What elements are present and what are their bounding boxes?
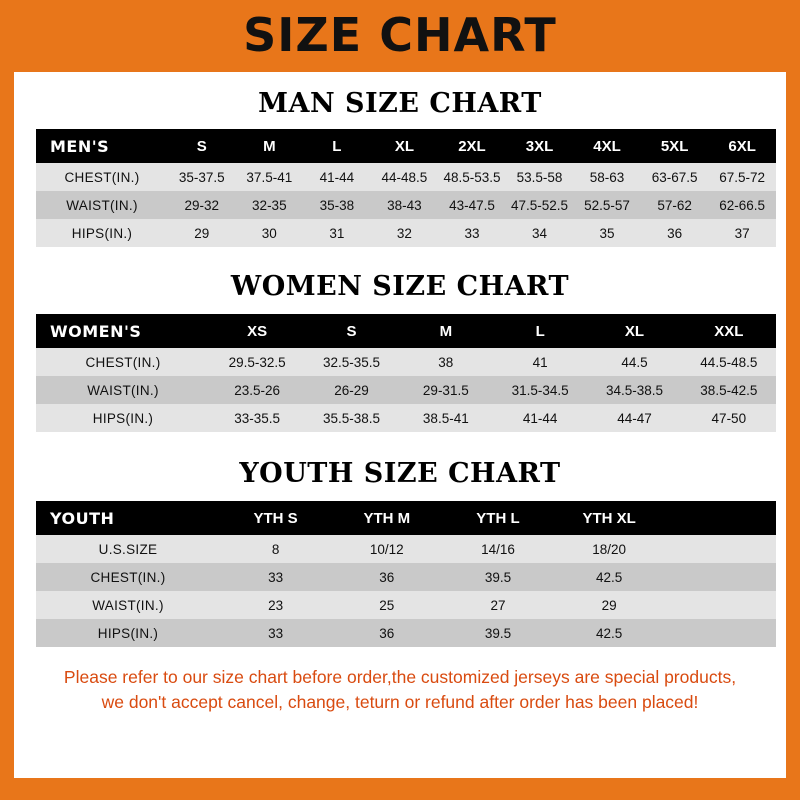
youth-corner-label: YOUTH (36, 501, 220, 535)
cell: 62-66.5 (708, 191, 776, 219)
cell-empty (665, 591, 776, 619)
cell: 36 (331, 619, 442, 647)
youth-table-head (36, 501, 776, 535)
row-label: HIPS(IN.) (36, 219, 168, 247)
table-row (36, 376, 776, 404)
cell: 48.5-53.5 (438, 163, 506, 191)
men-size-header: S (168, 129, 236, 163)
youth-size-header: YTH XL (554, 501, 665, 535)
footer-band (0, 778, 800, 800)
cell: 63-67.5 (641, 163, 709, 191)
cell: 38 (399, 348, 493, 376)
table-row (36, 163, 776, 191)
table-row (36, 191, 776, 219)
table-row (36, 219, 776, 247)
women-size-header: L (493, 314, 587, 348)
cell: 10/12 (331, 535, 442, 563)
men-size-header: 5XL (641, 129, 709, 163)
cell: 35-38 (303, 191, 371, 219)
cell: 33 (438, 219, 506, 247)
cell: 36 (331, 563, 442, 591)
men-size-header: 4XL (573, 129, 641, 163)
women-size-table (36, 314, 776, 432)
youth-size-table (36, 501, 776, 647)
cell: 47-50 (682, 404, 776, 432)
cell: 26-29 (304, 376, 398, 404)
cell: 37.5-41 (236, 163, 304, 191)
cell: 36 (641, 219, 709, 247)
cell: 43-47.5 (438, 191, 506, 219)
row-label: WAIST(IN.) (36, 376, 210, 404)
cell: 29 (554, 591, 665, 619)
footer-note (58, 665, 742, 716)
youth-header-row (36, 501, 776, 535)
cell: 67.5-72 (708, 163, 776, 191)
women-size-header: M (399, 314, 493, 348)
cell: 23 (220, 591, 331, 619)
cell: 29-31.5 (399, 376, 493, 404)
cell: 23.5-26 (210, 376, 304, 404)
cell: 31.5-34.5 (493, 376, 587, 404)
cell: 39.5 (442, 619, 553, 647)
cell: 41-44 (303, 163, 371, 191)
row-label: CHEST(IN.) (36, 563, 220, 591)
cell: 34 (506, 219, 574, 247)
men-size-header: 3XL (506, 129, 574, 163)
women-corner-label: WOMEN'S (36, 314, 210, 348)
youth-table-body (36, 535, 776, 647)
table-row (36, 348, 776, 376)
row-label: CHEST(IN.) (36, 348, 210, 376)
table-row (36, 591, 776, 619)
women-header-row (36, 314, 776, 348)
table-row (36, 535, 776, 563)
cell: 44.5 (587, 348, 681, 376)
men-section-title: MAN SIZE CHART (258, 88, 542, 119)
cell: 37 (708, 219, 776, 247)
women-size-header: S (304, 314, 398, 348)
row-label: HIPS(IN.) (36, 619, 220, 647)
cell: 35.5-38.5 (304, 404, 398, 432)
cell: 32 (371, 219, 439, 247)
cell: 47.5-52.5 (506, 191, 574, 219)
cell: 25 (331, 591, 442, 619)
women-size-header: XL (587, 314, 681, 348)
cell: 38.5-41 (399, 404, 493, 432)
women-size-header: XS (210, 314, 304, 348)
cell: 34.5-38.5 (587, 376, 681, 404)
men-table-body (36, 163, 776, 247)
row-label: HIPS(IN.) (36, 404, 210, 432)
cell: 29.5-32.5 (210, 348, 304, 376)
cell: 44-48.5 (371, 163, 439, 191)
cell: 42.5 (554, 563, 665, 591)
youth-size-header: YTH S (220, 501, 331, 535)
footer-note-line2: we don't accept cancel, change, teturn or refund after order has been placed! (101, 692, 699, 713)
women-table-head (36, 314, 776, 348)
men-header-row (36, 129, 776, 163)
cell: 53.5-58 (506, 163, 574, 191)
cell: 38-43 (371, 191, 439, 219)
row-label: WAIST(IN.) (36, 591, 220, 619)
men-table-head (36, 129, 776, 163)
men-size-header: 6XL (708, 129, 776, 163)
cell: 33 (220, 563, 331, 591)
men-corner-label: MEN'S (36, 129, 168, 163)
youth-section-title: YOUTH SIZE CHART (239, 458, 561, 489)
page-title: SIZE CHART (243, 8, 557, 62)
youth-size-header: YTH M (331, 501, 442, 535)
youth-size-header: YTH L (442, 501, 553, 535)
cell: 14/16 (442, 535, 553, 563)
cell: 32-35 (236, 191, 304, 219)
cell: 38.5-42.5 (682, 376, 776, 404)
row-label: WAIST(IN.) (36, 191, 168, 219)
cell: 44-47 (587, 404, 681, 432)
men-size-header: 2XL (438, 129, 506, 163)
men-size-header: XL (371, 129, 439, 163)
cell-empty (665, 535, 776, 563)
cell: 27 (442, 591, 553, 619)
row-label: CHEST(IN.) (36, 163, 168, 191)
header-band (0, 0, 800, 72)
youth-spacer (665, 501, 776, 535)
cell: 30 (236, 219, 304, 247)
content (14, 88, 786, 716)
cell: 29 (168, 219, 236, 247)
men-size-header: M (236, 129, 304, 163)
cell: 29-32 (168, 191, 236, 219)
table-row (36, 619, 776, 647)
women-size-header: XXL (682, 314, 776, 348)
table-row (36, 404, 776, 432)
cell-empty (665, 619, 776, 647)
men-size-header: L (303, 129, 371, 163)
cell: 52.5-57 (573, 191, 641, 219)
cell: 31 (303, 219, 371, 247)
cell: 33 (220, 619, 331, 647)
men-size-table (36, 129, 776, 247)
cell: 33-35.5 (210, 404, 304, 432)
cell: 35 (573, 219, 641, 247)
cell: 58-63 (573, 163, 641, 191)
table-row (36, 563, 776, 591)
cell: 35-37.5 (168, 163, 236, 191)
women-table-body (36, 348, 776, 432)
cell: 41 (493, 348, 587, 376)
cell: 39.5 (442, 563, 553, 591)
cell: 57-62 (641, 191, 709, 219)
cell: 42.5 (554, 619, 665, 647)
row-label: U.S.SIZE (36, 535, 220, 563)
cell: 8 (220, 535, 331, 563)
cell-empty (665, 563, 776, 591)
cell: 32.5-35.5 (304, 348, 398, 376)
footer-note-line1: Please refer to our size chart before order,the customized jerseys are special products, (63, 667, 737, 687)
cell: 41-44 (493, 404, 587, 432)
cell: 18/20 (554, 535, 665, 563)
women-section-title: WOMEN SIZE CHART (230, 271, 570, 302)
cell: 44.5-48.5 (682, 348, 776, 376)
